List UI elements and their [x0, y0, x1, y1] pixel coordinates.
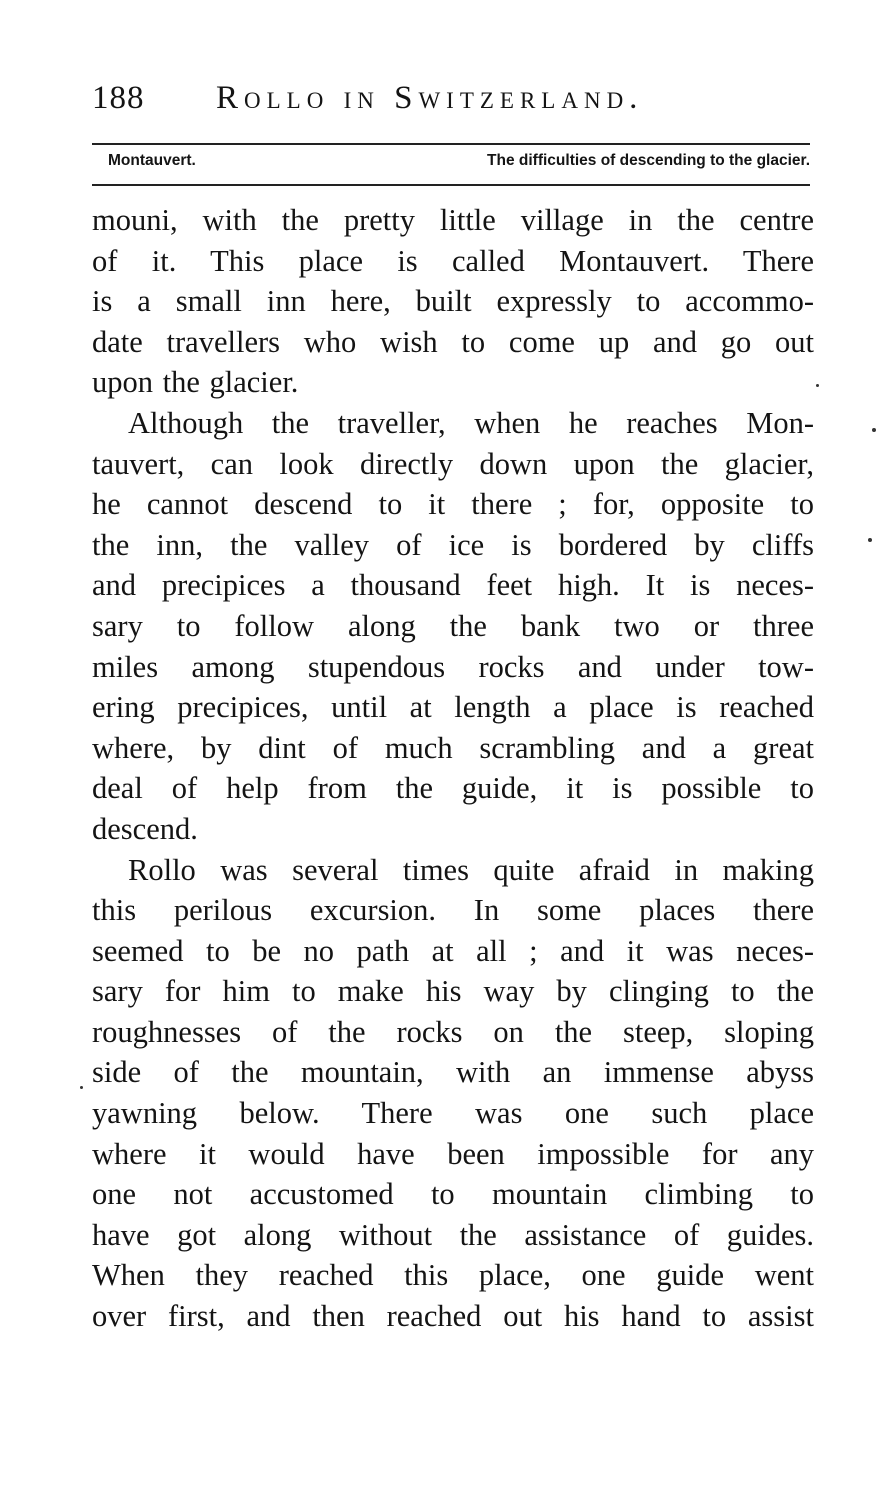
text-line: miles among stupendous rocks and under tow-: [92, 649, 814, 684]
text-line: have got along without the assistance of guides.: [92, 1217, 814, 1252]
text-line: date travellers who wish to come up and go out: [92, 324, 814, 359]
subhead-topic: The difficulties of descending to the glacier.: [487, 152, 810, 169]
text-line: descend.: [92, 811, 198, 846]
body-text: [92, 200, 814, 1337]
paragraph: [92, 403, 814, 850]
text-line: side of the mountain, with an immense abyss: [92, 1055, 814, 1090]
text-line: and precipices a thousand feet high. It is neces-: [92, 568, 814, 603]
print-speck: [80, 1086, 83, 1089]
text-line: deal of help from the guide, it is possible to: [92, 771, 814, 806]
text-line: where, by dint of much scrambling and a great: [92, 730, 814, 765]
header-rule-bottom: [92, 184, 810, 186]
text-line: seemed to be no path at all ; and it was neces-: [92, 933, 814, 968]
text-line: upon the glacier.: [92, 365, 299, 400]
text-line: is a small inn here, built expressly to accommo-: [92, 284, 814, 319]
subhead-location: Montauvert.: [108, 152, 196, 169]
text-line: mouni, with the pretty little village in the centre: [92, 203, 814, 237]
text-line: over first, and then reached out his hand to assist: [92, 1299, 814, 1334]
text-line: sary to follow along the bank two or three: [92, 608, 814, 643]
print-speck: [816, 384, 819, 387]
text-line: tauvert, can look directly down upon the glacier,: [92, 446, 814, 481]
page-number: 188: [92, 80, 145, 116]
text-line: one not accustomed to mountain climbing to: [92, 1177, 814, 1212]
text-line: of it. This place is called Montauvert. There: [92, 243, 814, 278]
running-head: [92, 80, 812, 130]
text-line: he cannot descend to it there ; for, opposite to: [92, 487, 814, 522]
text-line: When they reached this place, one guide went: [92, 1258, 814, 1293]
print-speck: [868, 538, 872, 542]
print-speck: [872, 428, 876, 432]
text-line: where it would have been impossible for any: [92, 1136, 814, 1171]
text-line: Although the traveller, when he reaches Mon-: [128, 405, 814, 440]
book-title: Rollo in Switzerland.: [216, 80, 644, 116]
paragraph: [92, 850, 814, 1337]
text-line: Rollo was several times quite afraid in making: [128, 852, 814, 887]
paragraph: [92, 200, 814, 403]
text-line: roughnesses of the rocks on the steep, sloping: [92, 1014, 814, 1049]
text-line: this perilous excursion. In some places there: [92, 893, 814, 928]
text-line: sary for him to make his way by clinging to the: [92, 974, 814, 1009]
text-line: yawning below. There was one such place: [92, 1096, 814, 1131]
section-subhead: [108, 152, 810, 178]
text-line: ering precipices, until at length a place is reached: [92, 690, 814, 725]
header-rule-top: [92, 143, 810, 145]
text-line: the inn, the valley of ice is bordered by cliffs: [92, 527, 814, 562]
